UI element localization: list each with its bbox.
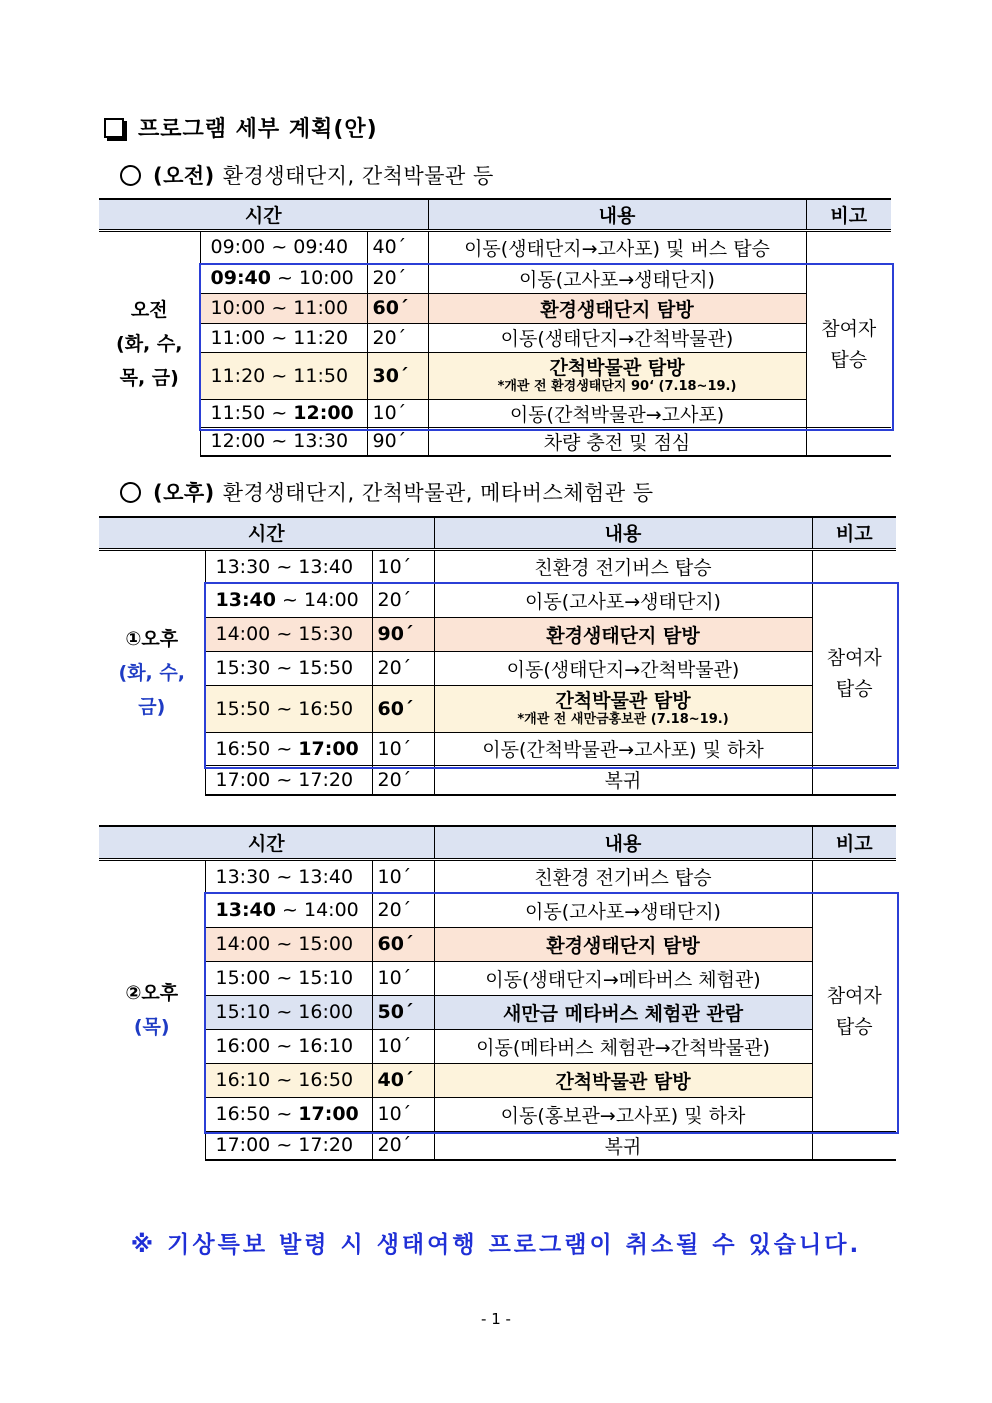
header-time: 시간 bbox=[99, 826, 434, 859]
table-row: 15:30 ~ 15:50 20´ 이동(생태단지→간척박물관) bbox=[99, 651, 896, 685]
section-heading-morning bbox=[120, 160, 494, 190]
table-row: 11:50 ~ 12:00 10´ 이동(간척박물관→고사포) bbox=[99, 399, 891, 427]
section-heading-afternoon bbox=[120, 477, 654, 507]
table-row: 15:00 ~ 15:10 10´ 이동(생태단지→메타버스 체험관) bbox=[99, 961, 896, 995]
table-row: 10:00 ~ 11:00 60´ 환경생태단지 탐방 bbox=[99, 293, 891, 323]
header-remark: 비고 bbox=[812, 826, 896, 859]
group-label: ②오후 (목) bbox=[99, 859, 205, 1160]
table-row: 오전 (화, 수, 목, 금) 09:00 ~ 09:40 40´ 이동(생태단지→고사포) 및 버스 탑승 bbox=[99, 230, 891, 263]
schedule-table-morning bbox=[99, 198, 891, 457]
table-row: 17:00 ~ 17:20 20´ 복귀 bbox=[99, 1131, 896, 1160]
table-row: ①오후 (화, 수, 금) 13:30 ~ 13:40 10´ 친환경 전기버스 탑승 bbox=[99, 549, 896, 583]
section-label: (오후) bbox=[153, 481, 215, 505]
remark-cell: 참여자 탑승 bbox=[806, 263, 891, 427]
table-row: 13:40 ~ 14:00 20´ 이동(고사포→생태단지) 참여자 탑승 bbox=[99, 583, 896, 617]
circle-bullet-icon bbox=[120, 482, 141, 503]
table-row: 16:50 ~ 17:00 10´ 이동(간척박물관→고사포) 및 하차 bbox=[99, 732, 896, 765]
table-row: 16:50 ~ 17:00 10´ 이동(홍보관→고사포) 및 하차 bbox=[99, 1097, 896, 1131]
table-row: 16:10 ~ 16:50 40´ 간척박물관 탐방 bbox=[99, 1063, 896, 1097]
table-row: 14:00 ~ 15:30 90´ 환경생태단지 탐방 bbox=[99, 617, 896, 651]
section-text: 환경생태단지, 간척박물관, 메타버스체험관 등 bbox=[222, 481, 654, 505]
warning-notice: ※ 기상특보 발령 시 생태여행 프로그램이 취소될 수 있습니다. bbox=[130, 1232, 862, 1258]
header-time: 시간 bbox=[99, 517, 434, 549]
group-label: 오전 (화, 수, 목, 금) bbox=[99, 230, 200, 456]
table-row: ②오후 (목) 13:30 ~ 13:40 10´ 친환경 전기버스 탑승 bbox=[99, 859, 896, 893]
table-row: 14:00 ~ 15:00 60´ 환경생태단지 탐방 bbox=[99, 927, 896, 961]
table-row: 12:00 ~ 13:30 90´ 차량 충전 및 점심 bbox=[99, 427, 891, 456]
page-title-text: 프로그램 세부 계획(안) bbox=[138, 117, 378, 142]
table-row: 17:00 ~ 17:20 20´ 복귀 bbox=[99, 765, 896, 795]
header-content: 내용 bbox=[434, 826, 812, 859]
header-time: 시간 bbox=[99, 199, 428, 230]
schedule-table-afternoon-2 bbox=[99, 825, 896, 1161]
table-row: 15:50 ~ 16:50 60´ 간척박물관 탐방 *개관 전 새만금홍보관 (7.18~19.) bbox=[99, 685, 896, 732]
schedule-table-afternoon-1 bbox=[99, 516, 896, 796]
table-row: 09:40 ~ 10:00 20´ 이동(고사포→생태단지) 참여자 탑승 bbox=[99, 263, 891, 293]
section-text: 환경생태단지, 간척박물관 등 bbox=[222, 164, 494, 188]
header-content: 내용 bbox=[434, 517, 812, 549]
checkbox-icon bbox=[104, 118, 124, 138]
header-content: 내용 bbox=[428, 199, 806, 230]
table-row: 16:00 ~ 16:10 10´ 이동(메타버스 체험관→간척박물관) bbox=[99, 1029, 896, 1063]
table-row: 11:20 ~ 11:50 30´ 간척박물관 탐방 *개관 전 환경생태단지 90‘ (7.18~19.) bbox=[99, 352, 891, 399]
remark-cell: 참여자 탑승 bbox=[812, 583, 896, 765]
page-number: - 1 - bbox=[481, 1310, 511, 1328]
table-row: 11:00 ~ 11:20 20´ 이동(생태단지→간척박물관) bbox=[99, 323, 891, 352]
group-label: ①오후 (화, 수, 금) bbox=[99, 549, 205, 795]
remark-cell: 참여자 탑승 bbox=[812, 893, 896, 1131]
table-row: 15:10 ~ 16:00 50´ 새만금 메타버스 체험관 관람 bbox=[99, 995, 896, 1029]
header-remark: 비고 bbox=[812, 517, 896, 549]
circle-bullet-icon bbox=[120, 165, 141, 186]
section-label: (오전) bbox=[153, 164, 215, 188]
header-remark: 비고 bbox=[806, 199, 891, 230]
page-title bbox=[104, 112, 378, 143]
table-row: 13:40 ~ 14:00 20´ 이동(고사포→생태단지) 참여자 탑승 bbox=[99, 893, 896, 927]
